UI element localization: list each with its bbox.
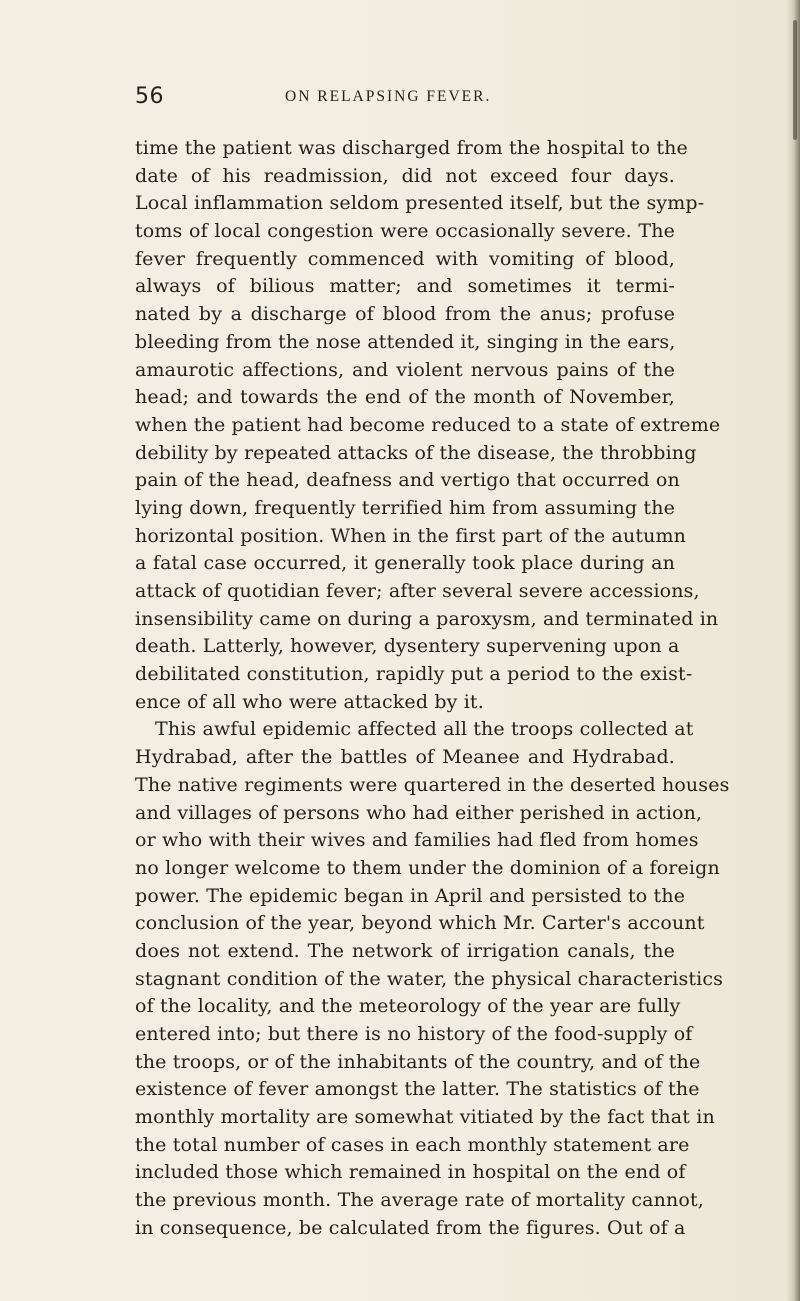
text-line: included those which remained in hospital on the end of — [135, 1161, 686, 1184]
text-line: monthly mortality are somewhat vitiated by the fact that in — [135, 1106, 715, 1129]
text-line: does not extend. The network of irrigation canals, the — [135, 939, 675, 962]
text-line: existence of fever amongst the latter. The statistics of the — [135, 1078, 700, 1101]
text-line: attack of quotidian fever; after several severe accessions, — [135, 580, 700, 602]
text-line: stagnant condition of the water, the physical characteristics — [135, 967, 724, 990]
text-line: The native regiments were quartered in the deserted houses — [135, 773, 730, 796]
text-line: the troops, or of the inhabitants of the country, and of the — [135, 1050, 701, 1073]
text-line: time the patient was discharged from the hospital to the — [135, 137, 688, 159]
text-line: Hydrabad, after the battles of Meanee and Hydrabad. — [135, 746, 675, 769]
text-line: Local inflammation seldom presented itself, but the symp- — [135, 192, 705, 215]
text-line: of the locality, and the meteorology of the year are fully — [135, 995, 681, 1018]
page-edge-shadow — [786, 0, 800, 1301]
text-line: insensibility came on during a paroxysm, and terminated in — [135, 607, 719, 630]
text-line: head; and towards the end of the month of November, — [135, 386, 675, 409]
text-line: or who with their wives and families had fled from homes — [135, 829, 699, 852]
text-line: date of his readmission, did not exceed four days. — [135, 164, 675, 187]
text-line: toms of local congestion were occasionally severe. The — [135, 220, 675, 243]
text-line: a fatal case occurred, it generally took place during an — [135, 552, 675, 575]
page-number: 56 — [135, 84, 164, 109]
text-line: debility by repeated attacks of the disease, the throbbing — [135, 441, 697, 464]
text-line: entered into; but there is no history of the food-supply of — [135, 1023, 693, 1045]
text-line: amaurotic affections, and violent nervous pains of the — [135, 358, 675, 381]
text-line: pain of the head, deafness and vertigo that occurred on — [135, 469, 680, 492]
text-line: conclusion of the year, beyond which Mr. Carter's account — [135, 912, 705, 935]
text-line: the previous month. The average rate of mortality cannot, — [135, 1189, 704, 1212]
text-line: ence of all who were attacked by it. — [135, 690, 484, 713]
text-line: nated by a discharge of blood from the anus; profuse — [135, 303, 675, 326]
text-line: death. Latterly, however, dysentery supervening upon a — [135, 635, 680, 658]
running-title: ON RELAPSING FEVER. — [285, 88, 492, 105]
text-line: This awful epidemic affected all the troops collected at — [155, 718, 694, 741]
text-line: fever frequently commenced with vomiting of blood, — [135, 247, 675, 270]
text-line: horizontal position. When in the first part of the autumn — [135, 524, 687, 547]
text-line: when the patient had become reduced to a state of extreme — [135, 413, 721, 436]
text-line: debilitated constitution, rapidly put a period to the exist- — [135, 663, 693, 686]
text-line: power. The epidemic began in April and persisted to the — [135, 884, 686, 907]
text-line: in consequence, be calculated from the figures. Out of a — [135, 1216, 686, 1239]
body-text — [135, 135, 730, 1243]
text-line: lying down, frequently terrified him from assuming the — [135, 496, 675, 519]
text-line: bleeding from the nose attended it, singing in the ears, — [135, 330, 676, 353]
text-line: no longer welcome to them under the dominion of a foreign — [135, 856, 720, 879]
text-line: always of bilious matter; and sometimes it termi- — [135, 275, 675, 298]
text-line: and villages of persons who had either perished in action, — [135, 801, 703, 824]
page-edge-fold — [793, 20, 797, 140]
text-line: the total number of cases in each monthly statement are — [135, 1133, 690, 1156]
page-header — [135, 84, 675, 112]
